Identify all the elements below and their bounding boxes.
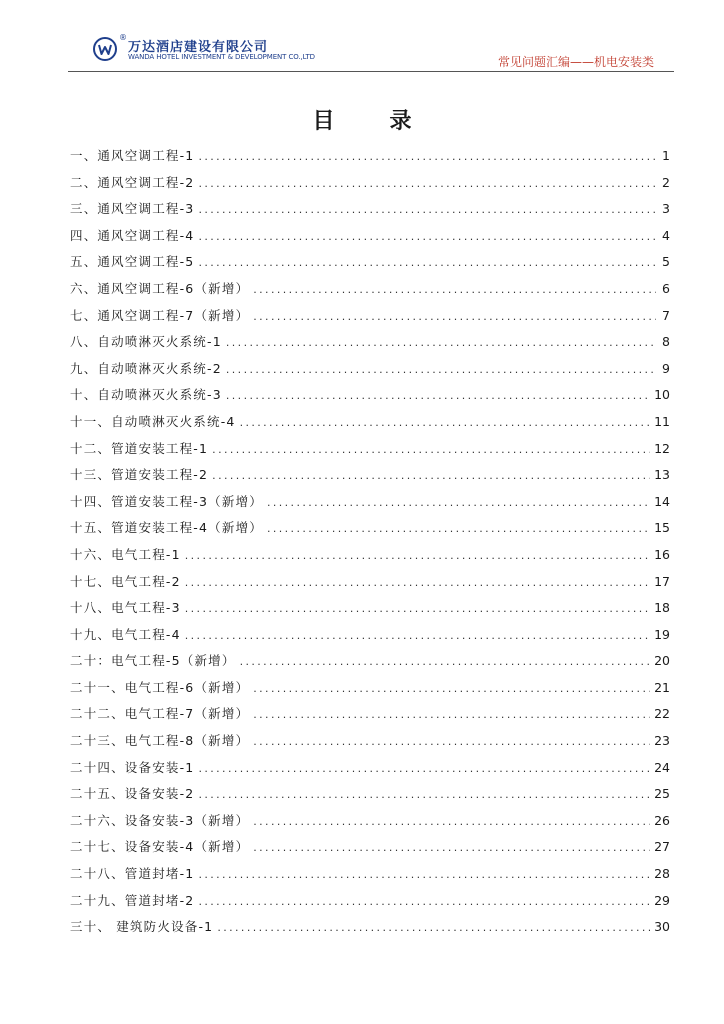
- toc-entry-label: 十一、自动喷淋灭火系统-4: [70, 413, 236, 429]
- toc-entry-page: 1: [662, 148, 670, 163]
- dot-leader: [217, 915, 650, 942]
- toc-entry-page: 5: [662, 254, 670, 270]
- toc-entry-label: 二十三、电气工程-8（新增）: [70, 733, 250, 749]
- toc-entry-page: 24: [654, 759, 670, 775]
- toc-entry[interactable]: [70, 622, 670, 649]
- toc-entry-label: 二、通风空调工程-2: [70, 174, 195, 190]
- toc-entry-label: 二十二、电气工程-7（新增）: [70, 706, 250, 722]
- toc-entry-page: 9: [662, 360, 670, 376]
- toc-entry[interactable]: [70, 569, 670, 596]
- toc-entry-label: 十七、电气工程-2: [70, 573, 181, 589]
- dot-leader: [267, 516, 650, 543]
- toc-entry-label: 十四、管道安装工程-3（新增）: [70, 493, 263, 509]
- toc-entry-label: 五、通风空调工程-5: [70, 254, 195, 270]
- dot-leader: [253, 277, 656, 304]
- toc-entry-page: 7: [662, 307, 670, 323]
- toc-entry[interactable]: [70, 143, 670, 170]
- toc-entry-page: 14: [654, 493, 670, 509]
- toc-entry-label: 十六、电气工程-1: [70, 546, 181, 562]
- toc-entry[interactable]: [70, 515, 670, 542]
- toc-entry-page: 20: [654, 653, 670, 669]
- toc-entry[interactable]: [70, 595, 670, 622]
- toc-entry-page: 26: [654, 812, 670, 828]
- dot-leader: [253, 809, 650, 836]
- dot-leader: [185, 623, 650, 650]
- toc-entry[interactable]: [70, 409, 670, 436]
- toc-entry[interactable]: [70, 888, 670, 915]
- dot-leader: [198, 862, 650, 889]
- toc-entry[interactable]: [70, 303, 670, 330]
- toc-entry-page: 16: [654, 546, 670, 562]
- toc-entry[interactable]: [70, 861, 670, 888]
- toc-entry[interactable]: [70, 329, 670, 356]
- table-of-contents: [70, 143, 670, 941]
- toc-entry-page: 11: [654, 413, 670, 429]
- toc-entry-label: 六、通风空调工程-6（新增）: [70, 280, 250, 296]
- toc-entry[interactable]: [70, 356, 670, 383]
- toc-entry-label: 二十九、管道封堵-2: [70, 892, 195, 908]
- toc-entry[interactable]: [70, 781, 670, 808]
- toc-entry-page: 12: [654, 440, 670, 456]
- toc-entry-label: 七、通风空调工程-7（新增）: [70, 307, 250, 323]
- toc-entry[interactable]: [70, 755, 670, 782]
- document-series-title: 常见问题汇编——机电安装类: [497, 55, 654, 69]
- toc-entry[interactable]: [70, 489, 670, 516]
- toc-entry-page: 21: [654, 679, 670, 695]
- dot-leader: [253, 304, 656, 331]
- toc-entry[interactable]: [70, 462, 670, 489]
- toc-entry[interactable]: [70, 276, 670, 303]
- toc-entry[interactable]: [70, 648, 670, 675]
- dot-leader: [267, 490, 650, 517]
- toc-entry-page: 3: [662, 201, 670, 217]
- toc-entry-page: 2: [662, 174, 670, 190]
- dot-leader: [253, 835, 650, 862]
- dot-leader: [212, 463, 650, 490]
- toc-entry-page: 27: [654, 839, 670, 855]
- toc-entry[interactable]: [70, 436, 670, 463]
- toc-entry-label: 十八、电气工程-3: [70, 600, 181, 616]
- toc-entry-label: 八、自动喷淋灭火系统-1: [70, 334, 222, 350]
- toc-entry-page: 10: [654, 387, 670, 403]
- wanda-logo-icon: [93, 37, 117, 61]
- toc-entry[interactable]: [70, 701, 670, 728]
- toc-entry-label: 三、通风空调工程-3: [70, 201, 195, 217]
- toc-entry-page: 29: [654, 892, 670, 908]
- dot-leader: [198, 782, 650, 809]
- dot-leader: [185, 543, 650, 570]
- toc-entry[interactable]: [70, 196, 670, 223]
- toc-entry-page: 25: [654, 786, 670, 802]
- toc-entry-label: 二十七、设备安装-4（新增）: [70, 839, 250, 855]
- page-header: [0, 0, 724, 75]
- dot-leader: [212, 437, 650, 464]
- dot-leader: [198, 889, 650, 916]
- toc-entry-label: 十、自动喷淋灭火系统-3: [70, 387, 222, 403]
- toc-entry-label: 一、通风空调工程-1: [70, 148, 195, 163]
- toc-entry-label: 二十八、管道封堵-1: [70, 866, 195, 882]
- toc-entry[interactable]: [70, 914, 670, 941]
- dot-leader: [240, 410, 651, 437]
- toc-entry[interactable]: [70, 728, 670, 755]
- toc-entry[interactable]: [70, 675, 670, 702]
- header-divider: [68, 71, 674, 72]
- dot-leader: [253, 676, 650, 703]
- toc-entry-label: 九、自动喷淋灭火系统-2: [70, 360, 222, 376]
- toc-entry-label: 二十四、设备安装-1: [70, 759, 195, 775]
- toc-entry-label: 二十：电气工程-5（新增）: [70, 653, 236, 669]
- toc-entry-label: 二十一、电气工程-6（新增）: [70, 679, 250, 695]
- toc-entry-page: 28: [654, 866, 670, 882]
- dot-leader: [240, 649, 651, 676]
- dot-leader: [198, 250, 656, 277]
- dot-leader: [198, 144, 656, 171]
- dot-leader: [253, 702, 650, 729]
- dot-leader: [226, 383, 650, 410]
- toc-entry-label: 三十、 建筑防火设备-1: [70, 919, 214, 935]
- toc-entry-label: 二十六、设备安装-3（新增）: [70, 812, 250, 828]
- dot-leader: [226, 357, 656, 384]
- toc-entry-page: 6: [662, 280, 670, 296]
- toc-entry-label: 十二、管道安装工程-1: [70, 440, 209, 456]
- toc-entry[interactable]: [70, 170, 670, 197]
- toc-entry[interactable]: [70, 834, 670, 861]
- toc-entry-label: 二十五、设备安装-2: [70, 786, 195, 802]
- toc-entry[interactable]: [70, 223, 670, 250]
- toc-entry-page: 23: [654, 733, 670, 749]
- toc-title: 目录: [312, 108, 467, 134]
- toc-entry[interactable]: [70, 542, 670, 569]
- toc-entry-page: 17: [654, 573, 670, 589]
- toc-entry-label: 十三、管道安装工程-2: [70, 467, 209, 483]
- toc-entry-label: 十九、电气工程-4: [70, 626, 181, 642]
- toc-entry[interactable]: [70, 382, 670, 409]
- toc-entry-page: 30: [654, 919, 670, 935]
- toc-entry-page: 15: [654, 520, 670, 536]
- dot-leader: [198, 171, 656, 198]
- toc-entry-page: 19: [654, 626, 670, 642]
- dot-leader: [198, 197, 656, 224]
- toc-entry-page: 8: [662, 334, 670, 350]
- toc-entry-page: 22: [654, 706, 670, 722]
- toc-entry-label: 四、通风空调工程-4: [70, 227, 195, 243]
- dot-leader: [226, 330, 656, 357]
- toc-entry[interactable]: [70, 249, 670, 276]
- dot-leader: [253, 729, 650, 756]
- company-name-cn: 万达酒店建设有限公司: [128, 40, 269, 55]
- toc-entry-page: 13: [654, 467, 670, 483]
- dot-leader: [185, 570, 650, 597]
- registered-mark: ®: [119, 33, 127, 42]
- toc-entry[interactable]: [70, 808, 670, 835]
- toc-entry-page: 4: [662, 227, 670, 243]
- company-name-en: WANDA HOTEL INVESTMENT & DEVELOPMENT CO.,LTD: [128, 53, 315, 61]
- toc-entry-label: 十五、管道安装工程-4（新增）: [70, 520, 263, 536]
- dot-leader: [198, 224, 656, 251]
- dot-leader: [198, 756, 650, 783]
- dot-leader: [185, 596, 650, 623]
- toc-entry-page: 18: [654, 600, 670, 616]
